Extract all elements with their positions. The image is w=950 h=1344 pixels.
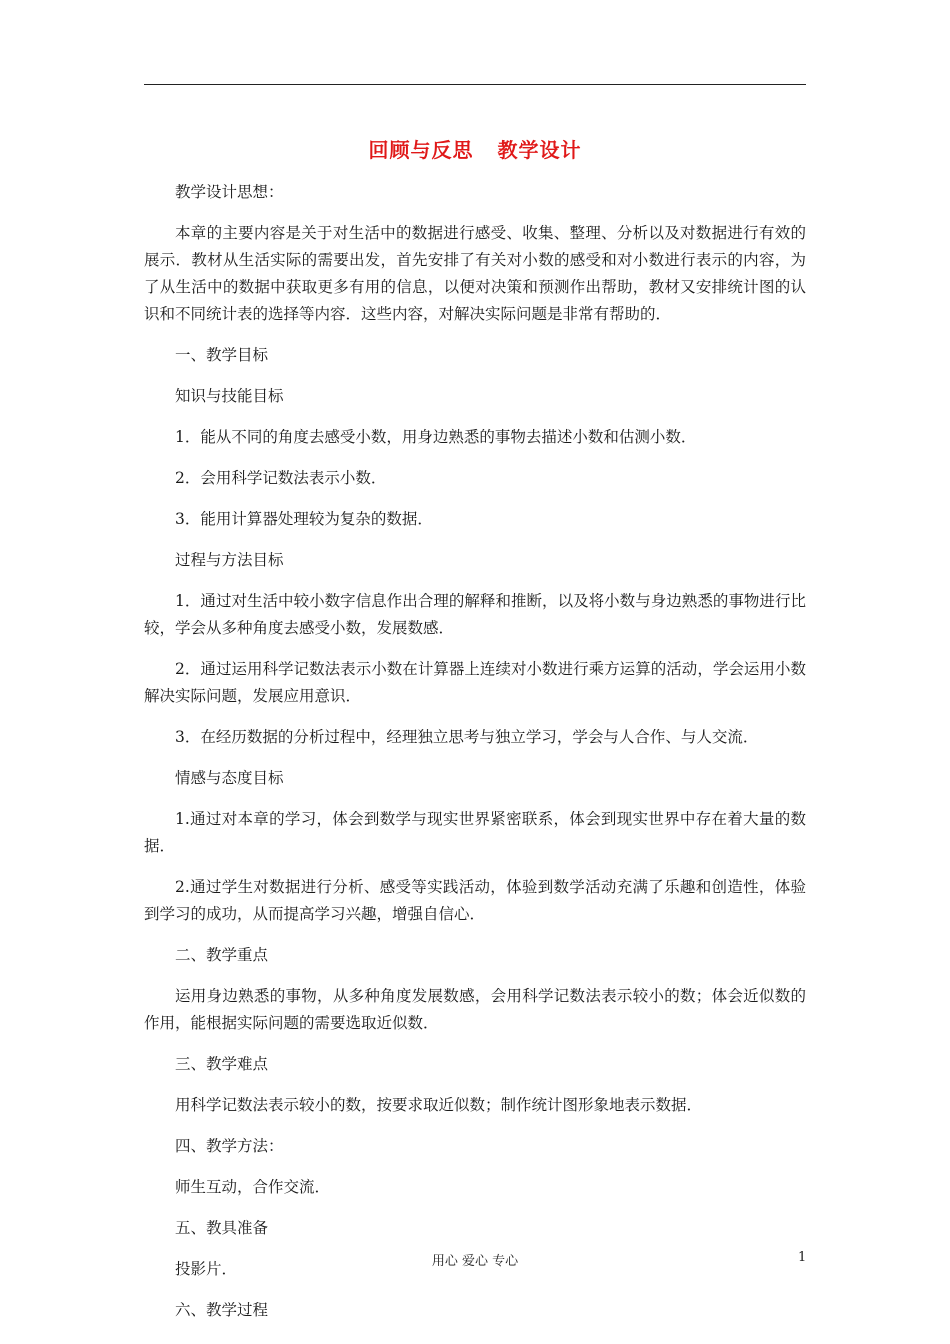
list-item: 1.通过对本章的学习，体会到数学与现实世界紧密联系，体会到现实世界中存在着大量的数据． (144, 810, 806, 855)
paragraph: 运用身边熟悉的事物，从多种角度发展数感，会用科学记数法表示较小的数；体会近似数的作用，能根据实际问题的需要选取近似数． (144, 987, 806, 1032)
paragraph: 用科学记数法表示较小的数，按要求取近似数；制作统计图形象地表示数据． (175, 1096, 703, 1114)
list-item: 3．能用计算器处理较为复杂的数据． (175, 510, 433, 528)
title-part1: 回顾与反思 (368, 138, 474, 162)
list-item: 2．会用科学记数法表示小数． (175, 469, 387, 487)
title-part2: 教学设计 (497, 138, 582, 162)
header-rule (144, 84, 806, 85)
subsection-heading: 知识与技能目标 (175, 387, 284, 405)
document-body (144, 134, 806, 1338)
list-item: 1．通过对生活中较小数字信息作出合理的解释和推断，以及将小数与身边熟悉的事物进行比较，学会从多种角度去感受小数，发展数感． (144, 592, 806, 637)
list-item: 2．通过运用科学记数法表示小数在计算器上连续对小数进行乘方运算的活动，学会运用小数解决实际问题，发展应用意识． (144, 660, 806, 705)
list-item: 2.通过学生对数据进行分析、感受等实践活动，体验到数学活动充满了乐趣和创造性，体验到学习的成功，从而提高学习兴趣，增强自信心． (144, 878, 806, 923)
section-heading: 三、教学难点 (175, 1055, 269, 1073)
document-title (144, 134, 806, 163)
paragraph: 师生互动，合作交流． (175, 1178, 331, 1196)
paragraph: 本章的主要内容是关于对生活中的数据进行感受、收集、整理、分析以及对数据进行有效的展示．教材从生活实际的需要出发，首先安排了有关对小数的感受和对小数进行表示的内容，为了从生活中的数据中获取更多有用的信息，以便对决策和预测作出帮助，教材又安排统计图的认识和不同统计表的选择等内容．这些内容，对解决实际问题是非常有帮助的． (144, 224, 806, 323)
section-heading: 五、教具准备 (175, 1219, 269, 1237)
list-item: 1．能从不同的角度去感受小数，用身边熟悉的事物去描述小数和估测小数． (175, 428, 697, 446)
section-heading: 四、教学方法： (175, 1137, 284, 1155)
section-heading: 六、教学过程 (175, 1301, 269, 1319)
paragraph: 教学设计思想： (175, 183, 284, 201)
page-number: 1 (798, 1250, 807, 1265)
section-heading: 一、教学目标 (175, 346, 269, 364)
subsection-heading: 过程与方法目标 (175, 551, 284, 569)
subsection-heading: 情感与态度目标 (175, 769, 284, 787)
paragraph: 投影片． (175, 1260, 238, 1278)
list-item: 3．在经历数据的分析过程中，经理独立思考与独立学习，学会与人合作、与人交流． (175, 728, 759, 746)
section-heading: 二、教学重点 (175, 946, 269, 964)
footer-motto: 用心 爱心 专心 (431, 1254, 519, 1269)
